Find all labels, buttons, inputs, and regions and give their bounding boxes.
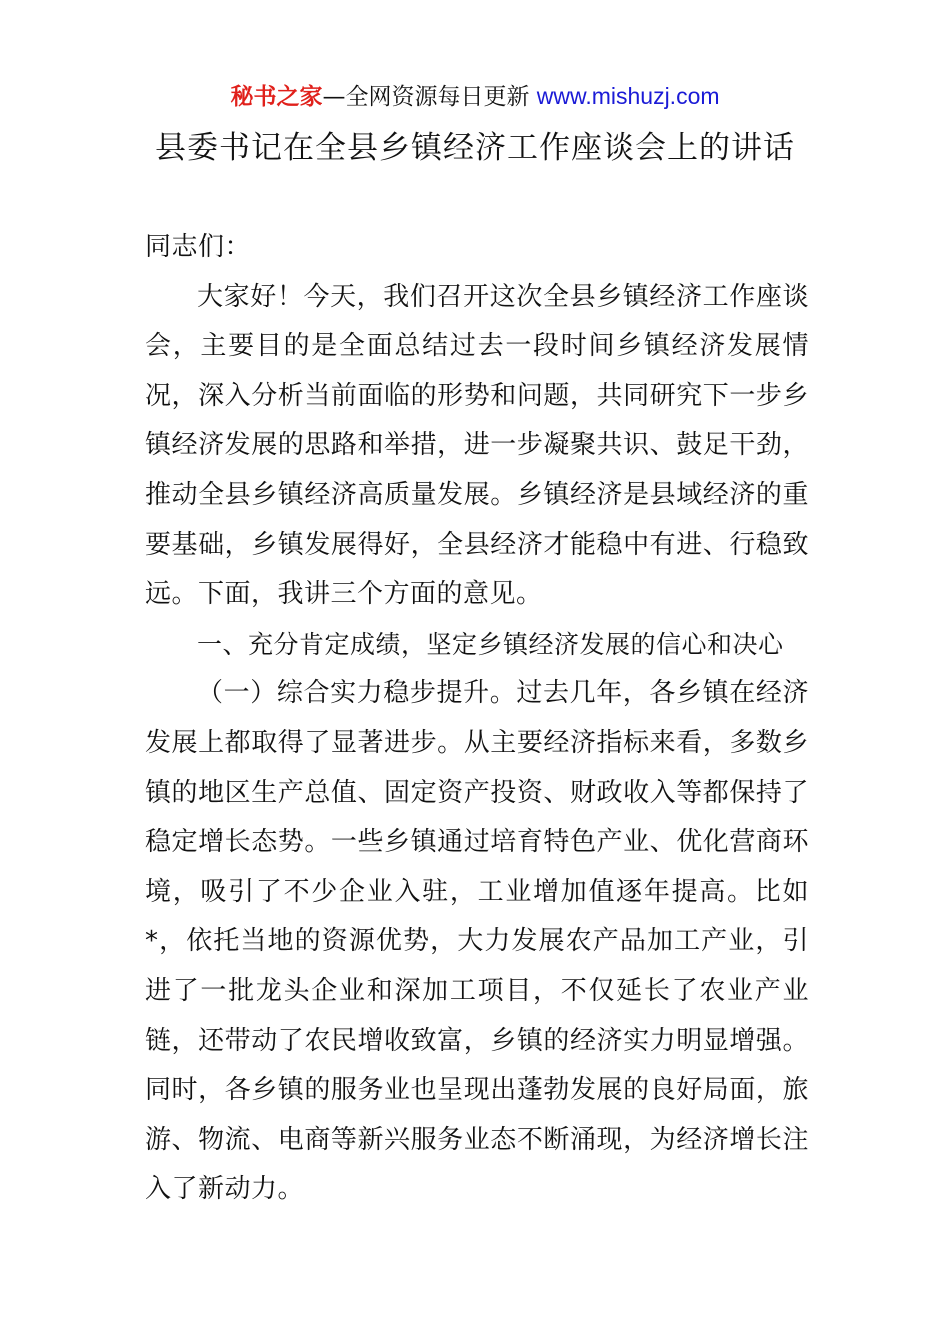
site-url-link[interactable]: www.mishuzj.com <box>536 83 720 109</box>
header-slogan: —全网资源每日更新 <box>322 84 530 110</box>
section-heading-1: 一、充分肯定成绩，坚定乡镇经济发展的信心和决心 <box>197 629 784 659</box>
document-body <box>145 223 809 1215</box>
site-header <box>0 80 950 113</box>
salutation: 同志们： <box>145 232 252 262</box>
brand-name: 秘书之家 <box>230 84 323 110</box>
paragraph-intro: 大家好！今天，我们召开这次全县乡镇经济工作座谈会，主要目的是全面总结过去一段时间乡镇经济发展情况，深入分析当前面临的形势和问题，共同研究下一步乡镇经济发展的思路和举措，进一步凝聚共识、鼓足干劲，推动全县乡镇经济高质量发展。乡镇经济是县域经济的重要基础，乡镇发展得好，全县经济才能稳中有进、行稳致远。下面，我讲三个方面的意见。 <box>145 281 809 610</box>
paragraph-subsection-1: （一）综合实力稳步提升。过去几年，各乡镇在经济发展上都取得了显著进步。从主要经济指标来看，多数乡镇的地区生产总值、固定资产投资、财政收入等都保持了稳定增长态势。一些乡镇通过培育特色产业、优化营商环境，吸引了不少企业入驻，工业增加值逐年提高。比如*，依托当地的资源优势，大力发展农产品加工产业，引进了一批龙头企业和深加工项目，不仅延长了农业产业链，还带动了农民增收致富，乡镇的经济实力明显增强。同时，各乡镇的服务业也呈现出蓬勃发展的良好局面，旅游、物流、电商等新兴服务业态不断涌现，为经济增长注入了新动力。 <box>145 678 809 1205</box>
document-title: 县委书记在全县乡镇经济工作座谈会上的讲话 <box>155 130 795 166</box>
